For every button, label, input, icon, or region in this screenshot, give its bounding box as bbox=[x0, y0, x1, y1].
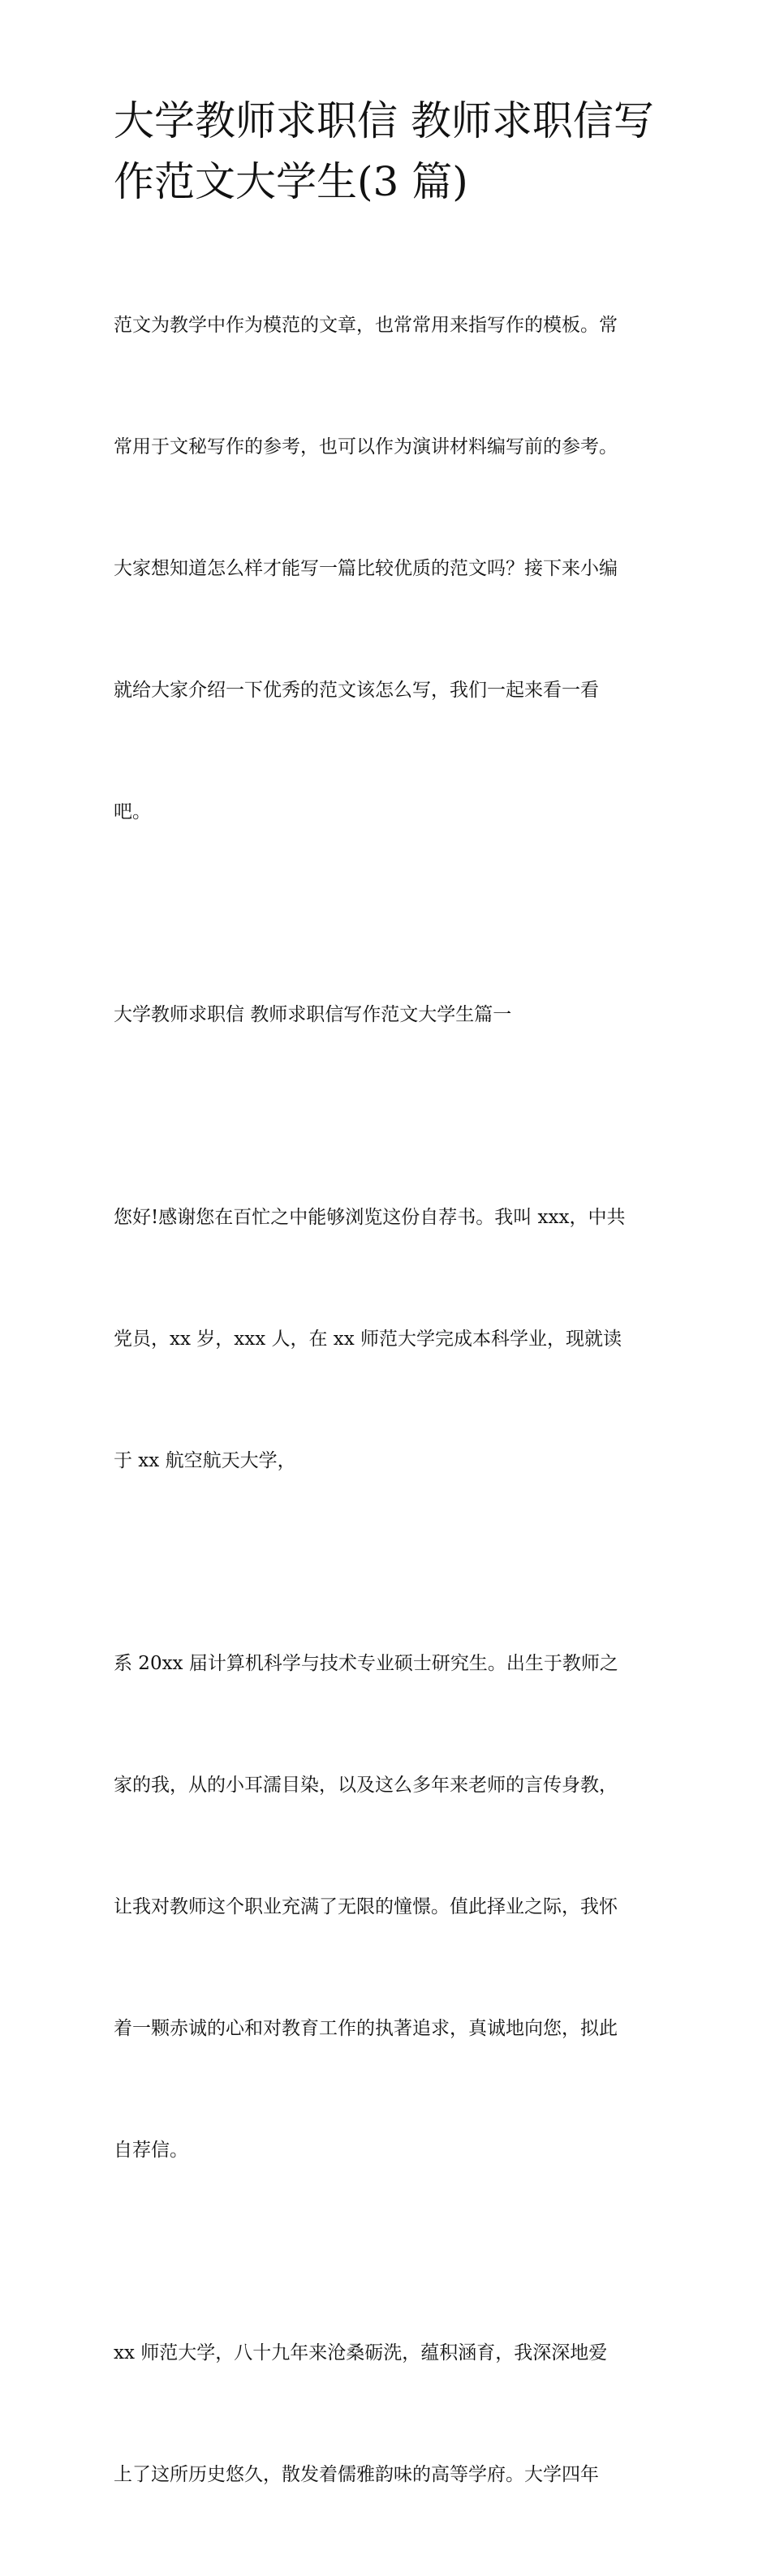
letter-paragraph-3 bbox=[114, 2252, 665, 2576]
text-line: xx 师范大学，八十九年来沧桑砺洗，蕴积涵育，我深深地爱 bbox=[114, 2342, 608, 2363]
text-line: 大家想知道怎么样才能写一篇比较优质的范文吗？接下来小编 bbox=[114, 558, 618, 579]
text-line: 常用于文秘写作的参考，也可以作为演讲材料编写前的参考。 bbox=[114, 436, 618, 457]
letter-paragraph-1 bbox=[114, 1116, 665, 1562]
text-line: 您好!感谢您在百忙之中能够浏览这份自荐书。我叫 xxx，中共 bbox=[114, 1207, 626, 1228]
text-line: 自荐信。 bbox=[114, 2140, 188, 2161]
title-line-1: 大学教师求职信 教师求职信写 bbox=[114, 97, 654, 144]
text-line: 大学教师求职信 教师求职信写作范文大学生篇一 bbox=[114, 1004, 512, 1025]
text-line: 党员，xx 岁，xxx 人，在 xx 师范大学完成本科学业，现就读 bbox=[114, 1329, 622, 1350]
text-line: 着一颗赤诚的心和对教育工作的执著追求，真诚地向您，拟此 bbox=[114, 2018, 618, 2039]
text-line: 吧。 bbox=[114, 801, 151, 822]
text-line: 家的我，从的小耳濡目染，以及这么多年来老师的言传身教， bbox=[114, 1775, 618, 1796]
intro-paragraph bbox=[114, 224, 665, 913]
section-heading bbox=[114, 913, 665, 1116]
document-body bbox=[114, 224, 665, 2576]
document-title bbox=[114, 91, 665, 213]
text-line: 于 xx 航空航天大学， bbox=[114, 1450, 296, 1471]
text-line: 系 20xx 届计算机科学与技术专业硕士研究生。出生于教师之 bbox=[114, 1653, 618, 1674]
text-line: 范文为教学中作为模范的文章，也常常用来指写作的模板。常 bbox=[114, 315, 618, 336]
letter-paragraph-2 bbox=[114, 1562, 665, 2252]
text-line: 就给大家介绍一下优秀的范文该怎么写，我们一起来看一看 bbox=[114, 680, 599, 701]
title-line-2: 作范文大学生(3 篇) bbox=[114, 158, 468, 205]
text-line: 上了这所历史悠久，散发着儒雅韵味的高等学府。大学四年 bbox=[114, 2464, 599, 2485]
text-line: 让我对教师这个职业充满了无限的憧憬。值此择业之际，我怀 bbox=[114, 1896, 618, 1917]
